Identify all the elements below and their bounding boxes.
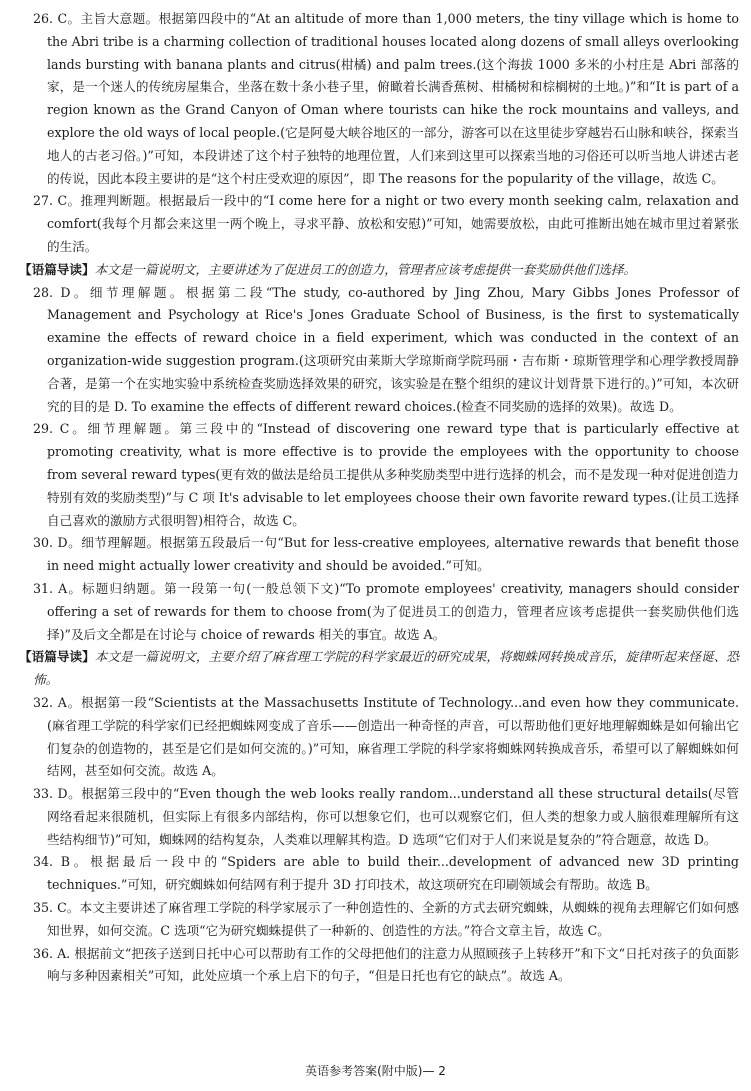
answer-30: 30. D。细节理解题。根据第五段最后一句“But for less-creative employees, alternative rewards that benefit those in need might actually lower creativity and should be avoided.”可知。 (33, 535, 739, 574)
answer-29: 29. C。细节理解题。第三段中的“Instead of discovering one reward type that is particularly effective at promoting creativity, what is more effective is to provide the employees with the opportunity to choose from several reward types(更有效的做法是给员工提供从多种奖励类型中进行选择的机会，而不是发现一种对促进创造力特别有效的奖励类型)”与 C 项 It's advisable to let employees choose their own favorite reward types.(让员工选择自己喜欢的激励方式很明智)相符合，故选 C。 (33, 421, 739, 528)
page-footer: 英语参考答案(附中版)— 2 (305, 1064, 446, 1078)
answer-33: 33. D。根据第三段中的“Even though the web looks really random...understand all these structural details(尽管网络看起来很随机，但实际上有很多内部结构，你可以想象它们，也可以观察它们，但人类的想象力或人脑很难理解所有这些结构细节)”可知，蜘蛛网的结构复杂，人类难以理解其构造。D 选项“它们对于人们来说是复杂的”符合题意，故选 D。 (33, 786, 739, 847)
answer-31: 31. A。标题归纳题。第一段第一句(一般总领下文)“To promote employees' creativity, managers should consider offering a set of rewards for them to choose from(为了促进员工的创造力，管理者应该考虑提供一套奖励供他们选择)”及后文全都是在讨论与 choice of rewards 相关的事宜。故选 A。 (33, 580, 739, 642)
answer-27: 27. C。推理判断题。根据最后一段中的“I come here for a night or two every month seeking calm, relaxation and comfort(我每个月都会来这里一两个晚上，寻求平静、放松和安慰)”可知，她需要放松，由此可推断出她在城市里过着紧张的生活。 (33, 193, 739, 254)
guide-tag: 【语篇导读】 (19, 261, 95, 277)
answer-35: 35. C。本文主要讲述了麻省理工学院的科学家展示了一种创造性的、全新的方式去研究蜘蛛，从蜘蛛的视角去理解它们如何感知世界，如何交流。C 选项“它为研究蜘蛛提供了一种新的、创造性的方法。”符合文章主旨，故选 C。 (33, 900, 739, 938)
answer-32: 32. A。根据第一段“Scientists at the Massachusetts Institute of Technology...and even how they communicate.(麻省理工学院的科学家们已经把蜘蛛网变成了音乐——创造出一种奇怪的声音，可以帮助他们更好地理解蜘蛛是如何输出它们复杂的创造物的，甚至是它们是如何交流的。)”可知，麻省理工学院的科学家将蜘蛛网转换成音乐，希望可以了解蜘蛛如何结网，甚至如何交流。故选 A。 (33, 694, 739, 779)
guide-tag: 【语篇导读】 (19, 649, 95, 665)
passage-guide-2 (19, 646, 739, 692)
answer-26: 26. C。主旨大意题。根据第四段中的“At an altitude of more than 1,000 meters, the tiny village which is home to the Abri tribe is a charming collection of traditional houses located along dozens of small alleys overlooking lands bursting with banana plants and citrus(柑橘) and palm trees.(这个海拔 1000 多米的小村庄是 Abri 部落的家，是一个迷人的传统房屋集合，坐落在数十条小巷子里，俯瞰着长满香蕉树、柑橘树和棕榈树的土地。)”和“It is part of a region known as the Grand Canyon of Oman where tourists can hike the rock mountains and valleys, and explore the old ways of local people.(它是阿曼大峡谷地区的一部分，游客可以在这里徒步穿越岩石山脉和峡谷，探索当地人的古老习俗。)”可知，本段讲述了这个村子独特的地理位置，人们来到这里可以探索当地的习俗还可以听当地人讲述古老的传说，因此本段主要讲的是“这个村庄受欢迎的原因”，即 The reasons for the popularity of the village，故选 C。 (33, 11, 739, 186)
answer-34: 34. B。根据最后一段中的“Spiders are able to build their...development of advanced new 3D printing techniques.”可知，研究蜘蛛如何结网有利于提升 3D 打印技术，故这项研究在印刷领域会有帮助。故选 B。 (33, 854, 739, 893)
guide-text: 本文是一篇说明文，主要讲述为了促进员工的创造力，管理者应该考虑提供一套奖励供他们选择。 (94, 261, 637, 277)
answer-36: 36. A. 根据前文“把孩子送到日托中心可以帮助有工作的父母把他们的注意力从照顾孩子上转移开”和下文“日托对孩子的负面影响与多种因素相关”可知，此处应填一个承上启下的句子，“但是日托也有它的缺点”。故选 A。 (33, 945, 739, 984)
guide-text: 本文是一篇说明文，主要介绍了麻省理工学院的科学家最近的研究成果，将蜘蛛网转换成音乐，旋律听起来怪诞、恐怖。 (33, 649, 740, 688)
answer-list (19, 8, 740, 988)
passage-guide-1 (19, 259, 739, 282)
answer-28: 28. D。细节理解题。根据第二段“The study, co-authored by Jing Zhou, Mary Gibbs Jones Professor of Management and Psychology at Rice's Jones Graduate School of Business, is the first to systematically examine the effects of reward choice in a field experiment, which was conducted in the context of an organization-wide suggestion program.(这项研究由莱斯大学琼斯商学院玛丽・吉布斯・琼斯管理学和心理学教授周静合著，是第一个在实地实验中系统检查奖励选择效果的研究，该实验是在整个组织的建议计划背景下进行的。)”可知，本次研究的目的是 D. To examine the effects of different reward choices.(检查不同奖励的选择的效果)。故选 D。 (33, 284, 739, 414)
